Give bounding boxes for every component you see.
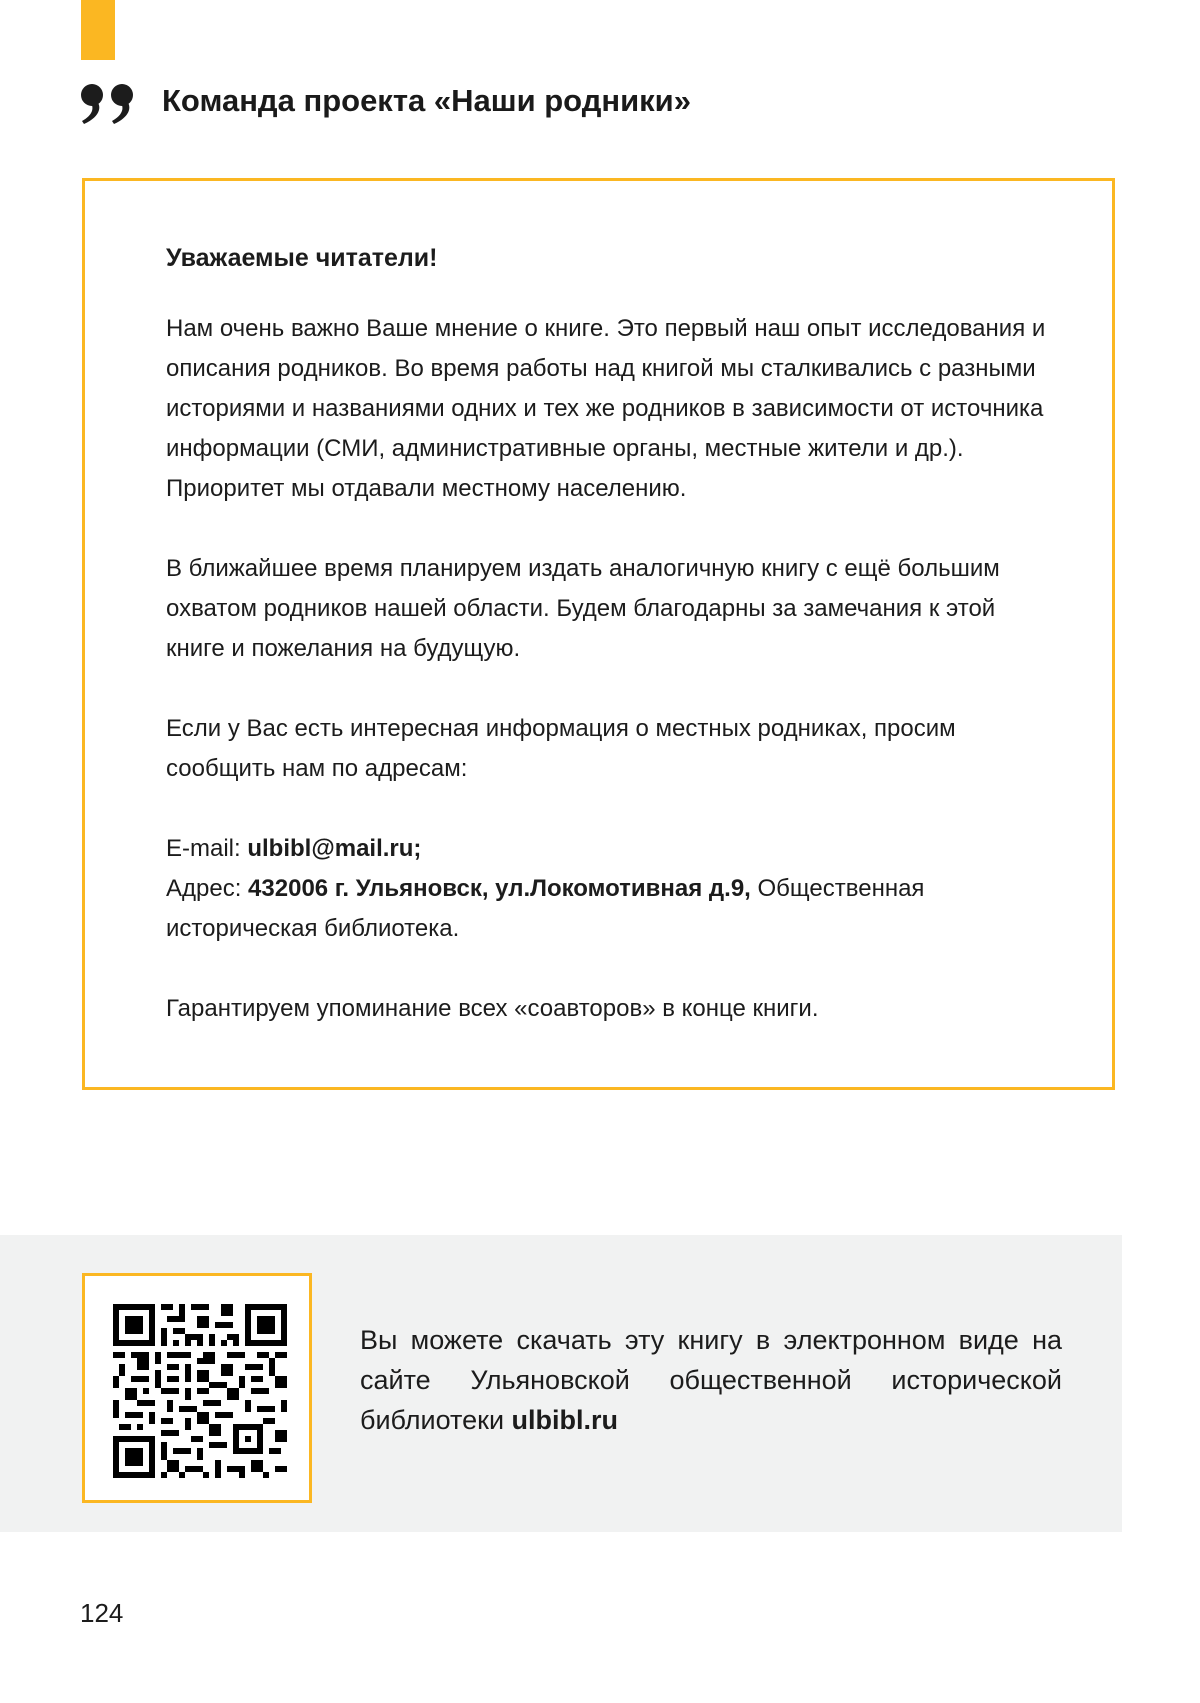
paragraph-request: Если у Вас есть интересная информация о местных родниках, просим сообщить нам по адресам: xyxy=(166,715,956,782)
address-rest: Общественная историческая библиотека. xyxy=(166,875,925,942)
qr-code-icon[interactable] xyxy=(113,1304,287,1478)
email-value[interactable]: ulbibl@mail.ru; xyxy=(247,835,422,862)
page-title: Команда проекта «Наши родники» xyxy=(162,83,691,118)
page-number: 124 xyxy=(80,1598,124,1628)
address-value: 432006 г. Ульяновск, ул.Локомотивная д.9, xyxy=(248,875,751,902)
email-line xyxy=(166,829,1052,869)
email-label: E-mail: xyxy=(166,835,241,862)
address-line xyxy=(166,869,1052,949)
accent-bar xyxy=(81,0,115,60)
greeting: Уважаемые читатели! xyxy=(166,244,438,272)
paragraph-plans: В ближайшее время планируем издать аналогичную книгу с ещё большим охватом родников нашей области. Будем благодарны за замечания к этой книге и пожелания на будущую. xyxy=(166,555,1000,662)
download-info xyxy=(360,1320,1062,1440)
paragraph-opinion: Нам очень важно Ваше мнение о книге. Это первый наш опыт исследования и описания родников. Во время работы над книгой мы сталкивались с разными историями и названиями одних и тех же родников в зависимости от источника информации (СМИ, административные органы, местные жители и др.). Приоритет мы отдавали местному населению. xyxy=(166,315,1046,502)
qr-frame xyxy=(82,1273,312,1503)
download-text: Вы можете скачать эту книгу в электронном виде на сайте Ульяновской общественной исторической библиотеки xyxy=(360,1325,1062,1435)
quote-icon xyxy=(80,84,136,124)
message-box xyxy=(82,178,1115,1090)
address-label: Адрес: xyxy=(166,875,242,902)
site-link[interactable]: ulbibl.ru xyxy=(511,1405,619,1435)
closing-note: Гарантируем упоминание всех «соавторов» в конце книги. xyxy=(166,995,819,1022)
